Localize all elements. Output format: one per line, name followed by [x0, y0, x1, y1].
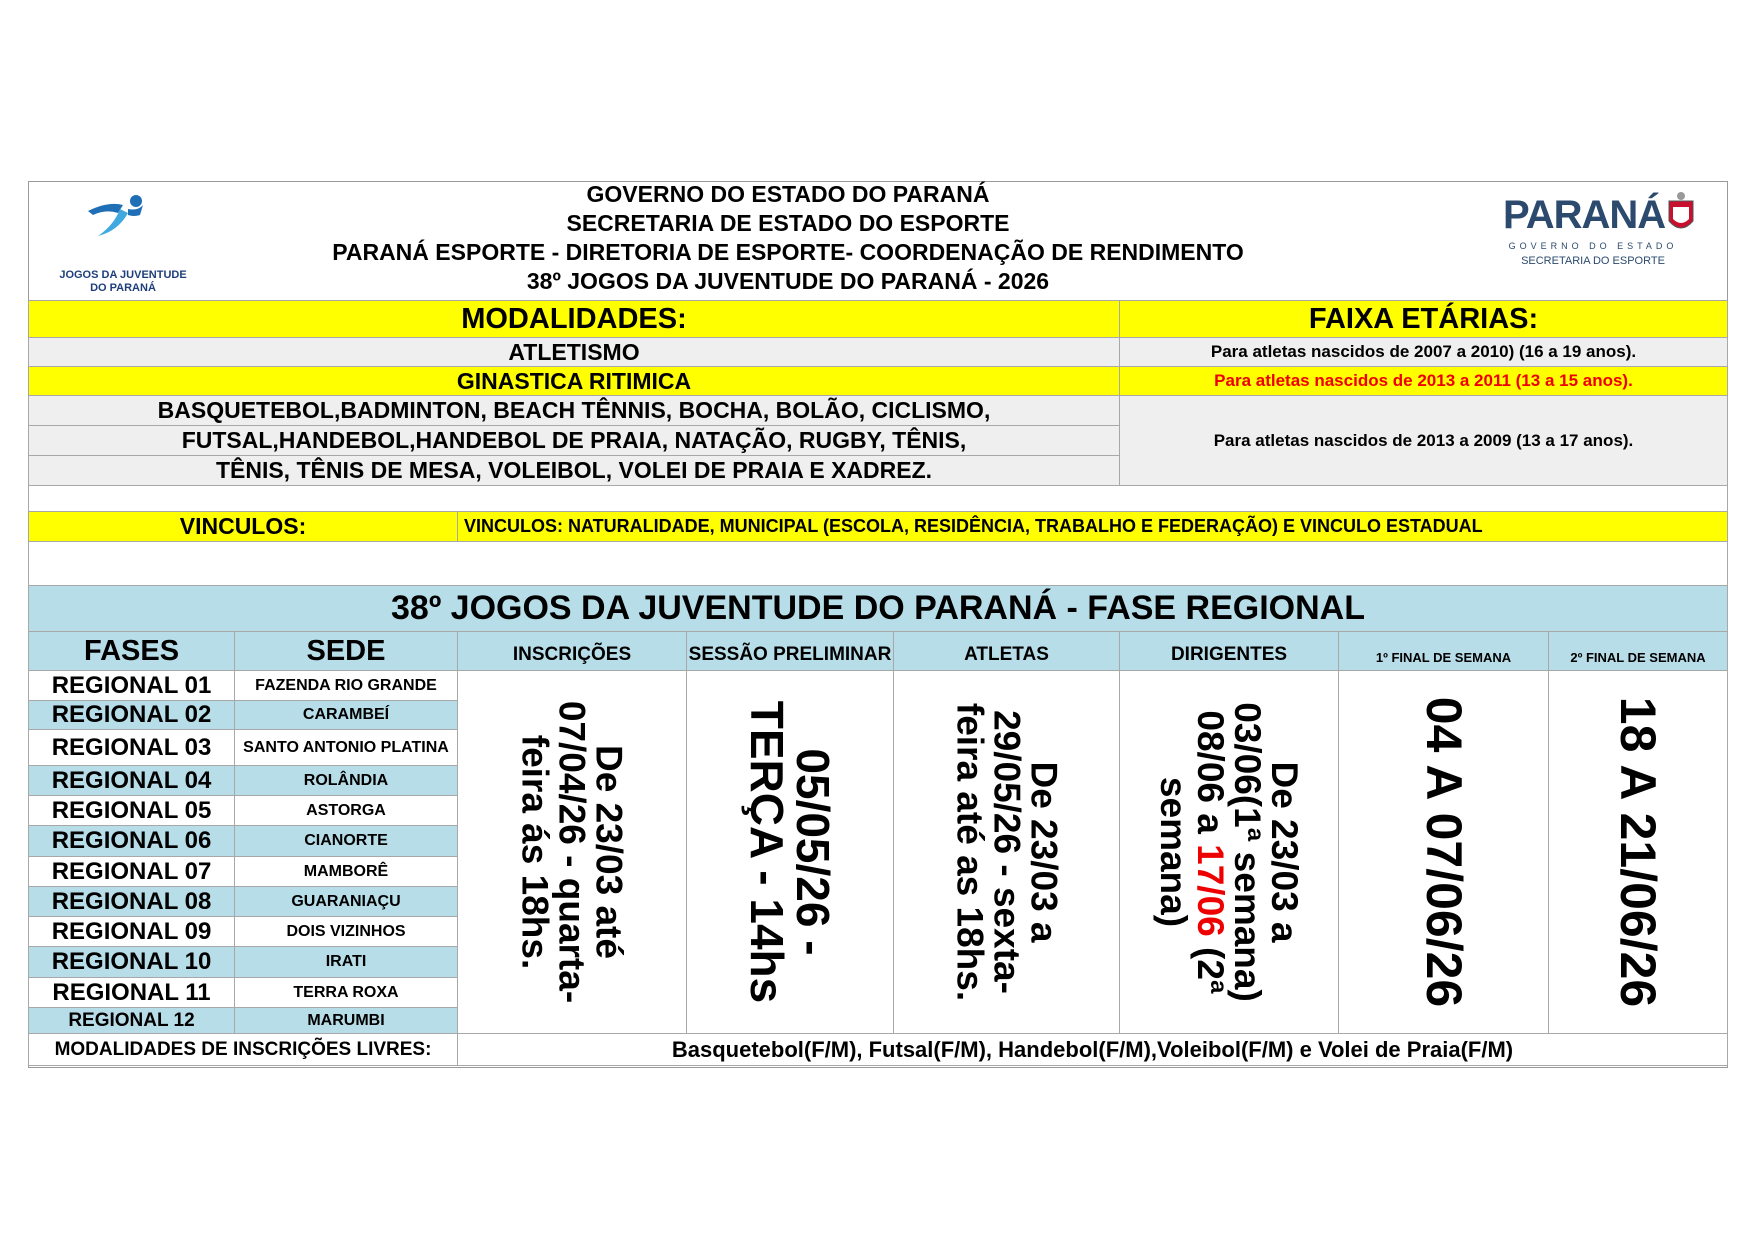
- final-semana-1-value: 04 A 07/06/26: [1415, 696, 1472, 1008]
- regional-row-fase: REGIONAL 12: [28, 1007, 235, 1034]
- livres-label: MODALIDADES DE INSCRIÇÕES LIVRES:: [28, 1033, 458, 1066]
- regional-row-fase: REGIONAL 05: [28, 795, 235, 826]
- sessao-line-1: 05/05/26 -: [787, 748, 839, 956]
- final-semana-2-value: 18 A 21/06/26: [1610, 696, 1666, 1008]
- vinculos-text: VINCULOS: NATURALIDADE, MUNICIPAL (ESCOLA, RESIDÊNCIA, TRABALHO E FEDERAÇÃO) E VINCULO ESTADUAL: [457, 511, 1728, 542]
- atletas-line-3: feira até as 18hs.: [949, 702, 990, 1002]
- header-line-4: 38º JOGOS DA JUVENTUDE DO PARANÁ - 2026: [526, 268, 1050, 294]
- faixa-demais-modalidades: Para atletas nascidos de 2013 a 2009 (13 a 17 anos).: [1119, 395, 1728, 486]
- col-header-fases: FASES: [28, 631, 235, 671]
- regional-row-fase: REGIONAL 01: [28, 670, 235, 701]
- faixa-atletismo: Para atletas nascidos de 2007 a 2010) (16 a 19 anos).: [1119, 337, 1728, 367]
- jogos-juventude-logo-icon: [48, 191, 188, 241]
- inscricoes-cell: [457, 670, 687, 1034]
- sessao-line-2: TERÇA - 14hs: [741, 700, 793, 1004]
- col-header-2-final-semana: 2º FINAL DE SEMANA: [1548, 631, 1728, 671]
- regional-row-sede: SANTO ANTONIO PLATINA: [234, 729, 458, 766]
- regional-row-sede: IRATI: [234, 946, 458, 978]
- atletas-line-1: De 23/03 a: [1023, 761, 1064, 943]
- final-semana-2-cell: [1548, 670, 1728, 1034]
- regional-row-fase: REGIONAL 10: [28, 946, 235, 978]
- modalidades-list-line-3: TÊNIS, TÊNIS DE MESA, VOLEIBOL, VOLEI DE PRAIA E XADREZ.: [28, 455, 1120, 486]
- header-line-1: GOVERNO DO ESTADO DO PARANÁ: [586, 181, 990, 207]
- dirigentes-line-4: semana): [1153, 776, 1194, 928]
- dirigentes-cell: [1119, 670, 1339, 1034]
- final-semana-1-cell: [1338, 670, 1549, 1034]
- regional-row-sede: CIANORTE: [234, 825, 458, 857]
- regional-row-sede: FAZENDA RIO GRANDE: [234, 670, 458, 701]
- regional-row-fase: REGIONAL 03: [28, 729, 235, 766]
- regional-row-fase: REGIONAL 04: [28, 765, 235, 796]
- sessao-preliminar-cell: [686, 670, 894, 1034]
- modalidade-ginastica: GINASTICA RITIMICA: [28, 366, 1120, 396]
- vinculos-label: VINCULOS:: [28, 511, 458, 542]
- faixa-ginastica: Para atletas nascidos de 2013 a 2011 (13 a 15 anos).: [1119, 366, 1728, 396]
- col-header-atletas: ATLETAS: [893, 631, 1120, 671]
- spacer-row-1: [28, 485, 1728, 512]
- regional-row-fase: REGIONAL 06: [28, 825, 235, 857]
- dirigentes-line-3a: 08/06 a: [1190, 710, 1231, 845]
- header-line-2: SECRETARIA DE ESTADO DO ESPORTE: [566, 210, 1010, 236]
- header-block: [28, 181, 1728, 294]
- col-header-inscricoes: INSCRIÇÕES: [457, 631, 687, 671]
- regional-row-sede: TERRA ROXA: [234, 977, 458, 1008]
- dirigentes-line-3-red-date: 17/06: [1190, 844, 1231, 937]
- regional-row-sede: MAMBORÊ: [234, 856, 458, 887]
- regional-title: 38º JOGOS DA JUVENTUDE DO PARANÁ - FASE REGIONAL: [28, 585, 1728, 632]
- left-logo-text1: JOGOS DA JUVENTUDE: [59, 269, 187, 281]
- dirigentes-line-1: De 23/03 a: [1264, 761, 1305, 943]
- atletas-line-2: 29/05/26 - sexta-: [986, 710, 1027, 994]
- col-header-sede: SEDE: [234, 631, 458, 671]
- modalidades-heading: MODALIDADES:: [28, 300, 1120, 338]
- modalidade-atletismo: ATLETISMO: [28, 337, 1120, 367]
- dirigentes-line-2: 03/06(1ª semana): [1227, 702, 1268, 1002]
- inscricoes-line-2: 07/04/26 - quarta-: [551, 700, 593, 1004]
- atletas-cell: [893, 670, 1120, 1034]
- col-header-sessao-preliminar: SESSÃO PRELIMINAR: [686, 631, 894, 671]
- modalidades-list-line-2: FUTSAL,HANDEBOL,HANDEBOL DE PRAIA, NATAÇÃO, RUGBY, TÊNIS,: [28, 425, 1120, 456]
- regional-row-sede: CARAMBEÍ: [234, 700, 458, 730]
- inscricoes-line-1: De 23/03 até: [588, 745, 630, 959]
- right-logo: [1503, 193, 1703, 288]
- header-line-3: PARANÁ ESPORTE - DIRETORIA DE ESPORTE- COORDENAÇÃO DE RENDIMENTO: [332, 239, 1244, 265]
- livres-text: Basquetebol(F/M), Futsal(F/M), Handebol(F/M),Voleibol(F/M) e Volei de Praia(F/M): [457, 1033, 1728, 1066]
- regional-row-sede: GUARANIAÇU: [234, 886, 458, 917]
- regional-row-sede: MARUMBI: [234, 1007, 458, 1034]
- regional-row-sede: DOIS VIZINHOS: [234, 916, 458, 947]
- regional-row-fase: REGIONAL 08: [28, 886, 235, 917]
- regional-row-sede: ROLÂNDIA: [234, 765, 458, 796]
- left-logo: [48, 191, 188, 294]
- spacer-row-2: [28, 541, 1728, 586]
- faixa-etarias-heading: FAIXA ETÁRIAS:: [1119, 300, 1728, 338]
- parana-coat-of-arms-icon: [1663, 191, 1699, 239]
- modalidades-list-line-1: BASQUETEBOL,BADMINTON, BEACH TÊNNIS, BOCHA, BOLÃO, CICLISMO,: [28, 395, 1120, 426]
- dirigentes-line-3: [1192, 702, 1229, 1002]
- regional-row-fase: REGIONAL 07: [28, 856, 235, 887]
- regional-row-sede: ASTORGA: [234, 795, 458, 826]
- regional-row-fase: REGIONAL 09: [28, 916, 235, 947]
- regional-row-fase: REGIONAL 02: [28, 700, 235, 730]
- col-header-dirigentes: DIRIGENTES: [1119, 631, 1339, 671]
- parana-logo-title: PARANÁ: [1503, 193, 1666, 237]
- dirigentes-line-3c: (2ª: [1190, 936, 1231, 994]
- col-header-1-final-semana: 1º FINAL DE SEMANA: [1338, 631, 1549, 671]
- left-logo-text2: DO PARANÁ: [90, 282, 156, 294]
- parana-logo-sub1: GOVERNO DO ESTADO: [1508, 241, 1678, 251]
- parana-logo-sub2: SECRETARIA DO ESPORTE: [1521, 255, 1665, 267]
- inscricoes-line-3: feira ás 18hs.: [514, 734, 556, 970]
- regional-row-fase: REGIONAL 11: [28, 977, 235, 1008]
